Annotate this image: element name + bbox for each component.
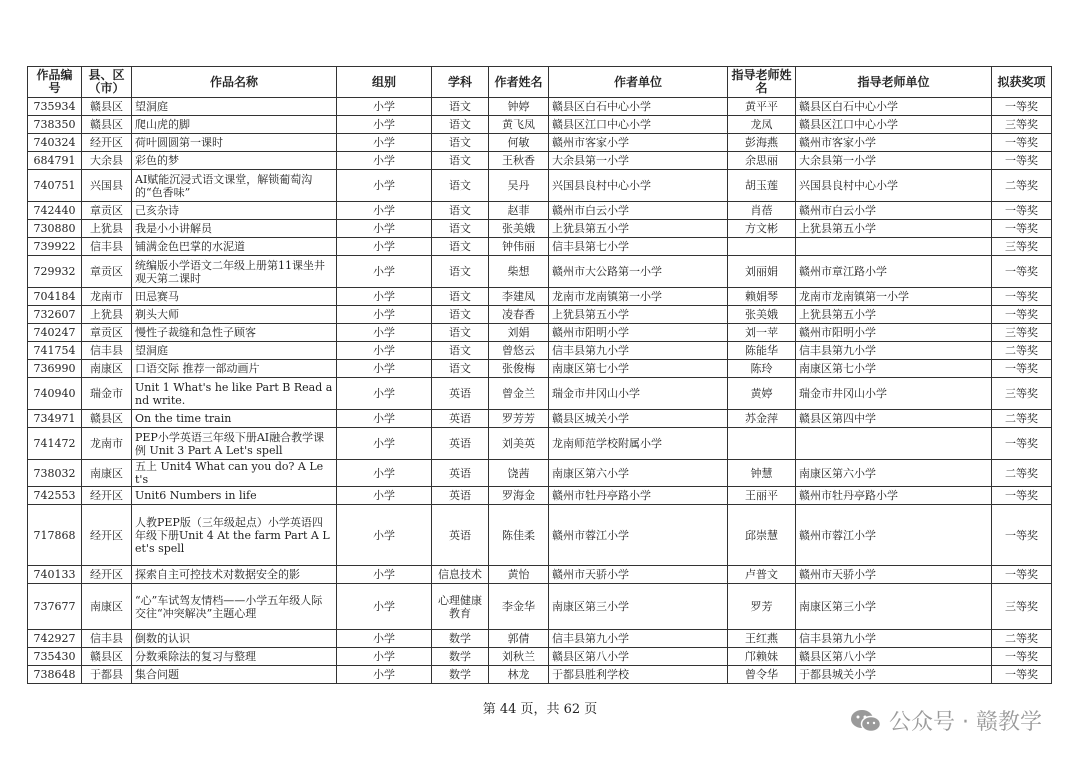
cell-teacher-name: 赖娟琴 (728, 288, 796, 306)
cell-award: 一等奖 (992, 134, 1052, 152)
cell-group: 小学 (337, 378, 432, 410)
cell-group: 小学 (337, 98, 432, 116)
cell-work-id: 740751 (28, 170, 82, 202)
table-row (28, 98, 1052, 116)
cell-author-name: 刘美英 (489, 428, 549, 460)
cell-author-unit: 赣州市大公路第一小学 (549, 256, 728, 288)
cell-county: 南康区 (82, 584, 132, 630)
cell-work-title: PEP小学英语三年级下册AI融合教学课例 Unit 3 Part A Let's spell (132, 428, 337, 460)
cell-work-id: 742440 (28, 202, 82, 220)
cell-author-name: 柴想 (489, 256, 549, 288)
cell-award: 一等奖 (992, 98, 1052, 116)
header-teacher-name: 指导老师姓名 (728, 67, 796, 98)
cell-county: 赣县区 (82, 116, 132, 134)
cell-group: 小学 (337, 666, 432, 684)
cell-author-name: 罗海金 (489, 487, 549, 505)
cell-author-name: 李金华 (489, 584, 549, 630)
cell-work-id: 732607 (28, 306, 82, 324)
cell-award: 一等奖 (992, 220, 1052, 238)
cell-author-unit: 大余县第一小学 (549, 152, 728, 170)
cell-work-title: On the time train (132, 410, 337, 428)
cell-teacher-unit: 瑞金市井冈山小学 (796, 378, 992, 410)
cell-work-id: 730880 (28, 220, 82, 238)
cell-subject: 语文 (432, 238, 489, 256)
cell-teacher-name: 肖蓓 (728, 202, 796, 220)
award-table (27, 66, 1052, 684)
cell-award: 三等奖 (992, 584, 1052, 630)
cell-teacher-unit: 南康区第六小学 (796, 460, 992, 487)
cell-teacher-name: 陈玲 (728, 360, 796, 378)
cell-subject: 数学 (432, 666, 489, 684)
header-teacher-unit: 指导老师单位 (796, 67, 992, 98)
cell-group: 小学 (337, 648, 432, 666)
cell-work-title: 我是小小讲解员 (132, 220, 337, 238)
cell-author-name: 郭倩 (489, 630, 549, 648)
cell-award: 一等奖 (992, 666, 1052, 684)
table-row (28, 666, 1052, 684)
header-author-unit: 作者单位 (549, 67, 728, 98)
cell-group: 小学 (337, 324, 432, 342)
cell-author-unit: 信丰县第九小学 (549, 630, 728, 648)
table-header-row (28, 67, 1052, 98)
cell-teacher-unit: 赣州市蓉江小学 (796, 505, 992, 566)
cell-teacher-name: 王红燕 (728, 630, 796, 648)
cell-work-title: 爬山虎的脚 (132, 116, 337, 134)
cell-work-title: 统编版小学语文二年级上册第11课坐井观天第二课时 (132, 256, 337, 288)
cell-county: 经开区 (82, 487, 132, 505)
cell-group: 小学 (337, 487, 432, 505)
cell-teacher-unit: 赣县区第八小学 (796, 648, 992, 666)
table-row (28, 288, 1052, 306)
cell-teacher-name: 龙凤 (728, 116, 796, 134)
cell-teacher-name: 邱崇慧 (728, 505, 796, 566)
cell-teacher-unit: 赣县区第四中学 (796, 410, 992, 428)
cell-author-unit: 信丰县第七小学 (549, 238, 728, 256)
cell-award: 一等奖 (992, 566, 1052, 584)
cell-author-unit: 龙南市龙南镇第一小学 (549, 288, 728, 306)
cell-author-name: 钟伟丽 (489, 238, 549, 256)
cell-group: 小学 (337, 428, 432, 460)
cell-group: 小学 (337, 630, 432, 648)
cell-subject: 语文 (432, 306, 489, 324)
wechat-icon (849, 708, 883, 734)
watermark-text: 公众号 · 赣教学 (889, 710, 1042, 735)
cell-award: 三等奖 (992, 378, 1052, 410)
cell-award: 二等奖 (992, 170, 1052, 202)
cell-subject: 英语 (432, 487, 489, 505)
table-row (28, 220, 1052, 238)
cell-author-unit: 南康区第六小学 (549, 460, 728, 487)
cell-subject: 数学 (432, 648, 489, 666)
cell-author-name: 吴丹 (489, 170, 549, 202)
cell-group: 小学 (337, 220, 432, 238)
cell-work-id: 738648 (28, 666, 82, 684)
cell-work-id: 735430 (28, 648, 82, 666)
cell-work-title: 人教PEP版（三年级起点）小学英语四年级下册Unit 4 At the farm Part A Let's spell (132, 505, 337, 566)
cell-award: 二等奖 (992, 342, 1052, 360)
cell-teacher-name: 陈能华 (728, 342, 796, 360)
table-row (28, 428, 1052, 460)
cell-teacher-unit: 赣县区江口中心小学 (796, 116, 992, 134)
cell-work-title: 望洞庭 (132, 342, 337, 360)
cell-teacher-unit: 兴国县良村中心小学 (796, 170, 992, 202)
cell-teacher-unit: 南康区第三小学 (796, 584, 992, 630)
header-work-title: 作品名称 (132, 67, 337, 98)
cell-teacher-name: 苏金萍 (728, 410, 796, 428)
watermark (849, 705, 1042, 736)
cell-author-name: 张俊梅 (489, 360, 549, 378)
cell-author-unit: 瑞金市井冈山小学 (549, 378, 728, 410)
cell-county: 赣县区 (82, 410, 132, 428)
cell-author-unit: 赣州市阳明小学 (549, 324, 728, 342)
cell-author-unit: 南康区第三小学 (549, 584, 728, 630)
cell-work-id: 740324 (28, 134, 82, 152)
table-row (28, 256, 1052, 288)
header-award: 拟获奖项 (992, 67, 1052, 98)
cell-author-name: 何敏 (489, 134, 549, 152)
header-subject: 学科 (432, 67, 489, 98)
cell-teacher-unit: 上犹县第五小学 (796, 306, 992, 324)
cell-group: 小学 (337, 584, 432, 630)
cell-award: 一等奖 (992, 152, 1052, 170)
cell-work-id: 740133 (28, 566, 82, 584)
cell-county: 南康区 (82, 360, 132, 378)
cell-author-name: 罗芳芳 (489, 410, 549, 428)
cell-teacher-unit: 大余县第一小学 (796, 152, 992, 170)
cell-county: 章贡区 (82, 256, 132, 288)
cell-work-id: 684791 (28, 152, 82, 170)
cell-author-name: 林龙 (489, 666, 549, 684)
cell-county: 经开区 (82, 505, 132, 566)
cell-county: 上犹县 (82, 220, 132, 238)
cell-teacher-unit (796, 428, 992, 460)
cell-teacher-name: 张美娥 (728, 306, 796, 324)
cell-author-name: 刘秋兰 (489, 648, 549, 666)
cell-work-id: 717868 (28, 505, 82, 566)
cell-group: 小学 (337, 238, 432, 256)
cell-teacher-name: 彭海燕 (728, 134, 796, 152)
cell-teacher-name: 胡玉莲 (728, 170, 796, 202)
cell-teacher-unit: 上犹县第五小学 (796, 220, 992, 238)
cell-group: 小学 (337, 306, 432, 324)
cell-author-unit: 兴国县良村中心小学 (549, 170, 728, 202)
cell-author-unit: 上犹县第五小学 (549, 220, 728, 238)
table-row (28, 170, 1052, 202)
cell-teacher-name: 卢普文 (728, 566, 796, 584)
table-row (28, 116, 1052, 134)
cell-award: 一等奖 (992, 360, 1052, 378)
cell-author-name: 凌春香 (489, 306, 549, 324)
cell-teacher-name: 刘丽娟 (728, 256, 796, 288)
cell-work-title: 彩色的梦 (132, 152, 337, 170)
cell-work-id: 741754 (28, 342, 82, 360)
cell-work-title: 剃头大师 (132, 306, 337, 324)
cell-work-title: 望洞庭 (132, 98, 337, 116)
cell-work-id: 739922 (28, 238, 82, 256)
cell-group: 小学 (337, 360, 432, 378)
header-author-name: 作者姓名 (489, 67, 549, 98)
cell-subject: 语文 (432, 220, 489, 238)
cell-county: 龙南市 (82, 288, 132, 306)
cell-teacher-unit: 赣州市客家小学 (796, 134, 992, 152)
cell-group: 小学 (337, 505, 432, 566)
cell-teacher-name: 钟慧 (728, 460, 796, 487)
cell-teacher-unit: 南康区第七小学 (796, 360, 992, 378)
table-row (28, 566, 1052, 584)
cell-author-unit: 赣县区白石中心小学 (549, 98, 728, 116)
page-number: 第 44 页，共 62 页 (482, 702, 598, 717)
table-row (28, 360, 1052, 378)
cell-teacher-name: 王丽平 (728, 487, 796, 505)
cell-award: 三等奖 (992, 238, 1052, 256)
cell-group: 小学 (337, 410, 432, 428)
cell-work-id: 741472 (28, 428, 82, 460)
cell-subject: 英语 (432, 378, 489, 410)
cell-work-title: 慢性子裁缝和急性子顾客 (132, 324, 337, 342)
cell-teacher-unit (796, 238, 992, 256)
cell-group: 小学 (337, 256, 432, 288)
cell-teacher-name: 刘一苹 (728, 324, 796, 342)
cell-teacher-name: 曾令华 (728, 666, 796, 684)
cell-county: 上犹县 (82, 306, 132, 324)
cell-subject: 数学 (432, 630, 489, 648)
cell-author-unit: 龙南师范学校附属小学 (549, 428, 728, 460)
cell-county: 兴国县 (82, 170, 132, 202)
cell-work-title: 铺满金色巴掌的水泥道 (132, 238, 337, 256)
cell-subject: 语文 (432, 116, 489, 134)
cell-county: 于都县 (82, 666, 132, 684)
header-group: 组别 (337, 67, 432, 98)
cell-subject: 英语 (432, 505, 489, 566)
cell-county: 南康区 (82, 460, 132, 487)
cell-author-name: 钟婷 (489, 98, 549, 116)
cell-subject: 语文 (432, 324, 489, 342)
cell-work-id: 734971 (28, 410, 82, 428)
cell-award: 二等奖 (992, 630, 1052, 648)
cell-author-unit: 于都县胜利学校 (549, 666, 728, 684)
cell-award: 一等奖 (992, 288, 1052, 306)
cell-award: 二等奖 (992, 460, 1052, 487)
cell-subject: 语文 (432, 360, 489, 378)
cell-award: 一等奖 (992, 202, 1052, 220)
cell-teacher-name (728, 238, 796, 256)
cell-subject: 信息技术 (432, 566, 489, 584)
cell-work-title: 荷叶圆圆第一课时 (132, 134, 337, 152)
table-row (28, 342, 1052, 360)
cell-teacher-name: 余思丽 (728, 152, 796, 170)
cell-author-name: 黄飞凤 (489, 116, 549, 134)
cell-author-name: 赵菲 (489, 202, 549, 220)
cell-award: 三等奖 (992, 324, 1052, 342)
cell-teacher-name: 罗芳 (728, 584, 796, 630)
cell-author-unit: 赣州市白云小学 (549, 202, 728, 220)
cell-work-id: 729932 (28, 256, 82, 288)
cell-author-name: 李建凤 (489, 288, 549, 306)
cell-county: 瑞金市 (82, 378, 132, 410)
cell-subject: 英语 (432, 410, 489, 428)
cell-group: 小学 (337, 202, 432, 220)
cell-county: 大余县 (82, 152, 132, 170)
cell-subject: 语文 (432, 202, 489, 220)
cell-author-unit: 赣县区第八小学 (549, 648, 728, 666)
table-row (28, 324, 1052, 342)
cell-work-title: Unit6 Numbers in life (132, 487, 337, 505)
cell-work-title: AI赋能沉浸式语文课堂，解锁葡萄沟的“色香味” (132, 170, 337, 202)
cell-county: 龙南市 (82, 428, 132, 460)
cell-group: 小学 (337, 460, 432, 487)
header-county: 县、区（市） (82, 67, 132, 98)
cell-work-title: 探索自主可控技术对数据安全的影 (132, 566, 337, 584)
cell-work-title: Unit 1 What's he like Part B Read and write. (132, 378, 337, 410)
cell-county: 经开区 (82, 566, 132, 584)
cell-work-title: 田忌赛马 (132, 288, 337, 306)
cell-author-name: 曾金兰 (489, 378, 549, 410)
cell-teacher-unit: 赣县区白石中心小学 (796, 98, 992, 116)
cell-author-name: 曾悠云 (489, 342, 549, 360)
cell-teacher-unit: 赣州市阳明小学 (796, 324, 992, 342)
cell-county: 章贡区 (82, 202, 132, 220)
cell-author-unit: 赣州市蓉江小学 (549, 505, 728, 566)
cell-work-id: 738350 (28, 116, 82, 134)
cell-work-id: 704184 (28, 288, 82, 306)
cell-county: 章贡区 (82, 324, 132, 342)
table-row (28, 410, 1052, 428)
cell-work-title: 己亥杂诗 (132, 202, 337, 220)
cell-award: 一等奖 (992, 256, 1052, 288)
cell-group: 小学 (337, 288, 432, 306)
cell-author-unit: 上犹县第五小学 (549, 306, 728, 324)
table-row (28, 238, 1052, 256)
cell-work-title: 五上 Unit4 What can you do? A Let's (132, 460, 337, 487)
cell-group: 小学 (337, 134, 432, 152)
cell-author-name: 饶茜 (489, 460, 549, 487)
cell-author-unit: 赣县区城关小学 (549, 410, 728, 428)
cell-author-name: 王秋香 (489, 152, 549, 170)
cell-subject: 心理健康教育 (432, 584, 489, 630)
cell-work-id: 735934 (28, 98, 82, 116)
cell-work-title: 集合问题 (132, 666, 337, 684)
cell-teacher-unit: 信丰县第九小学 (796, 342, 992, 360)
cell-teacher-name (728, 428, 796, 460)
table-row (28, 378, 1052, 410)
cell-teacher-unit: 龙南市龙南镇第一小学 (796, 288, 992, 306)
cell-author-name: 张美娥 (489, 220, 549, 238)
cell-award: 三等奖 (992, 116, 1052, 134)
cell-award: 一等奖 (992, 505, 1052, 566)
cell-group: 小学 (337, 152, 432, 170)
cell-subject: 语文 (432, 170, 489, 202)
cell-work-id: 737677 (28, 584, 82, 630)
cell-subject: 语文 (432, 256, 489, 288)
cell-group: 小学 (337, 116, 432, 134)
header-work-id: 作品编号 (28, 67, 82, 98)
cell-award: 二等奖 (992, 410, 1052, 428)
cell-teacher-unit: 信丰县第九小学 (796, 630, 992, 648)
cell-subject: 语文 (432, 342, 489, 360)
cell-group: 小学 (337, 342, 432, 360)
cell-work-id: 736990 (28, 360, 82, 378)
table-row (28, 152, 1052, 170)
cell-work-title: 分数乘除法的复习与整理 (132, 648, 337, 666)
table-row (28, 134, 1052, 152)
cell-teacher-name: 邝赖妹 (728, 648, 796, 666)
table-row (28, 648, 1052, 666)
cell-author-unit: 信丰县第九小学 (549, 342, 728, 360)
cell-subject: 英语 (432, 460, 489, 487)
cell-teacher-unit: 于都县城关小学 (796, 666, 992, 684)
cell-subject: 语文 (432, 134, 489, 152)
table-row (28, 202, 1052, 220)
cell-award: 一等奖 (992, 487, 1052, 505)
cell-subject: 英语 (432, 428, 489, 460)
cell-teacher-name: 黄婷 (728, 378, 796, 410)
cell-teacher-name: 方文彬 (728, 220, 796, 238)
cell-work-id: 740940 (28, 378, 82, 410)
cell-author-unit: 赣州市客家小学 (549, 134, 728, 152)
cell-author-name: 黄怡 (489, 566, 549, 584)
cell-author-name: 陈佳柔 (489, 505, 549, 566)
cell-subject: 语文 (432, 98, 489, 116)
cell-teacher-unit: 赣州市白云小学 (796, 202, 992, 220)
cell-teacher-unit: 赣州市牡丹亭路小学 (796, 487, 992, 505)
cell-teacher-unit: 赣州市天骄小学 (796, 566, 992, 584)
table-row (28, 505, 1052, 566)
cell-work-id: 742553 (28, 487, 82, 505)
cell-award: 一等奖 (992, 428, 1052, 460)
cell-county: 信丰县 (82, 630, 132, 648)
table-row (28, 460, 1052, 487)
cell-county: 赣县区 (82, 98, 132, 116)
cell-award: 一等奖 (992, 648, 1052, 666)
cell-teacher-name: 黄平平 (728, 98, 796, 116)
cell-group: 小学 (337, 170, 432, 202)
cell-county: 信丰县 (82, 238, 132, 256)
cell-subject: 语文 (432, 288, 489, 306)
cell-subject: 语文 (432, 152, 489, 170)
cell-work-id: 742927 (28, 630, 82, 648)
cell-author-unit: 赣县区江口中心小学 (549, 116, 728, 134)
table-body (28, 98, 1052, 684)
cell-work-title: 口语交际 推荐一部动画片 (132, 360, 337, 378)
cell-group: 小学 (337, 566, 432, 584)
cell-work-title: 倒数的认识 (132, 630, 337, 648)
table-row (28, 584, 1052, 630)
cell-county: 信丰县 (82, 342, 132, 360)
cell-work-title: “心”车试驾友情档——小学五年级人际交往“冲突解决”主题心理 (132, 584, 337, 630)
cell-author-unit: 赣州市牡丹亭路小学 (549, 487, 728, 505)
cell-county: 赣县区 (82, 648, 132, 666)
table-row (28, 306, 1052, 324)
table-row (28, 487, 1052, 505)
cell-work-id: 740247 (28, 324, 82, 342)
cell-author-name: 刘娟 (489, 324, 549, 342)
cell-award: 一等奖 (992, 306, 1052, 324)
cell-author-unit: 赣州市天骄小学 (549, 566, 728, 584)
cell-county: 经开区 (82, 134, 132, 152)
table-row (28, 630, 1052, 648)
cell-author-unit: 南康区第七小学 (549, 360, 728, 378)
cell-teacher-unit: 赣州市章江路小学 (796, 256, 992, 288)
cell-work-id: 738032 (28, 460, 82, 487)
